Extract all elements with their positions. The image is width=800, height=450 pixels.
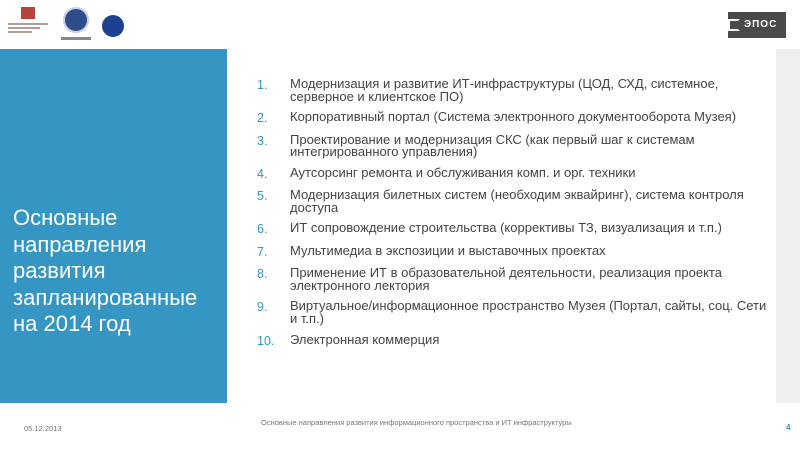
list-item (247, 331, 767, 348)
page-number: 4 (786, 423, 791, 432)
museum-logo (6, 7, 50, 45)
slide-footer (0, 405, 800, 450)
item-number: 3. (257, 133, 268, 148)
slide-title: Основные направления развития запланированные на 2014 год (13, 205, 198, 336)
item-text: Проектирование и модернизация СКС (как первый шаг к системам интегрированного управления) (290, 131, 695, 160)
epos-symbol-icon (728, 19, 740, 31)
item-text: Модернизация и развитие ИТ-инфраструктуры (ЦОД, СХД, системное, серверное и клиентское ПО) (290, 76, 719, 104)
item-number: 8. (257, 267, 268, 282)
footer-date: 05.12.2013 (24, 424, 62, 433)
list-item (247, 78, 767, 103)
item-number: 5. (257, 189, 268, 204)
list-item (247, 131, 767, 160)
list-item (247, 222, 767, 236)
directions-list (247, 78, 767, 356)
epos-logo (728, 12, 786, 38)
list-item (247, 164, 767, 181)
right-decor-strip (776, 49, 800, 403)
list-item (247, 111, 767, 125)
item-number: 1. (257, 78, 268, 92)
item-text: Аутсорсинг ремонта и обслуживания комп. и орг. техники (290, 164, 636, 180)
epos-logo-text: ЭПОС (744, 18, 778, 30)
item-text: Мультимедиа в экспозиции и выставочных проектах (290, 242, 606, 258)
title-panel (0, 49, 227, 403)
list-item (247, 242, 767, 259)
item-number: 4. (257, 166, 268, 181)
list-item (247, 189, 767, 214)
item-text: Применение ИТ в образовательной деятельности, реализация проекта электронного лектория (290, 265, 722, 293)
hse-logo (102, 15, 124, 37)
list-item (247, 267, 767, 292)
list-item (247, 300, 767, 325)
item-number: 7. (257, 244, 268, 259)
university-logo (60, 7, 92, 45)
item-number: 10. (257, 333, 275, 348)
item-text: Модернизация билетных систем (необходим эквайринг), система контроля доступа (290, 187, 744, 215)
item-text: ИТ сопровождение строительства (коррективы ТЗ, визуализация и т.п.) (290, 220, 722, 236)
item-number: 2. (257, 111, 268, 126)
item-number: 9. (257, 300, 268, 315)
item-number: 6. (257, 222, 268, 237)
header-logos (6, 4, 124, 48)
footer-caption: Основные направления развития информационного пространства и ИТ инфраструктуры (261, 418, 572, 427)
item-text: Электронная коммерция (290, 331, 440, 347)
item-text: Корпоративный портал (Система электронного документооборота Музея) (290, 109, 737, 125)
item-text: Виртуальное/информационное пространство Музея (Портал, сайты, соц. Сети и т.п.) (290, 298, 767, 326)
